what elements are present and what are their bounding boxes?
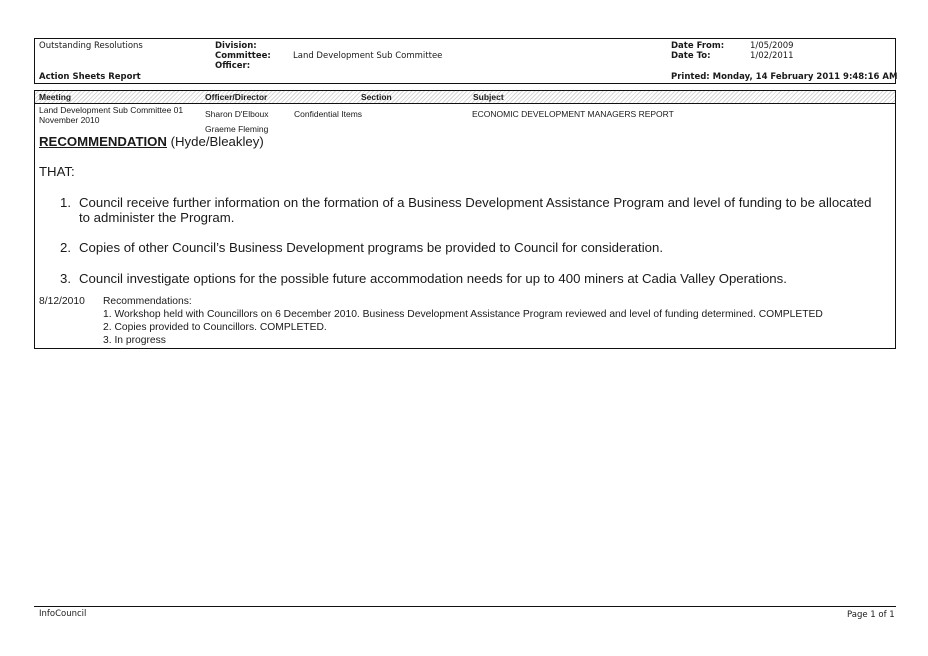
subject-cell: ECONOMIC DEVELOPMENT MANAGERS REPORT — [472, 109, 674, 119]
rec-item-1-line1: Council receive further information on the formation of a Business Development Assistance Program and level of funding to be allocated — [79, 195, 872, 210]
officer-label: Officer: — [215, 61, 251, 71]
date-to-label: Date To: — [671, 51, 711, 61]
footer-app-name: InfoCouncil — [39, 609, 87, 619]
rec-item-1-line2: to administer the Program. — [79, 210, 235, 225]
officer-cell-1: Sharon D'Elboux — [205, 109, 269, 119]
rec-item-2-line1: Copies of other Council’s Business Development programs be provided to Council for consideration. — [79, 240, 663, 255]
committee-value: Land Development Sub Committee — [293, 51, 443, 61]
printed-value: Monday, 14 February 2011 9:48:16 AM — [712, 72, 898, 82]
officer-cell-2: Graeme Fleming — [205, 124, 269, 134]
printed-label: Printed: — [671, 72, 710, 82]
date-to-value: 1/02/2011 — [750, 51, 794, 61]
recommendation-heading — [39, 134, 264, 149]
report-type: Action Sheets Report — [39, 72, 141, 82]
meeting-cell-line1: Land Development Sub Committee 01 — [39, 105, 184, 115]
action-heading: Recommendations: — [103, 296, 192, 307]
rec-item-3-number: 3. — [60, 271, 71, 286]
footer-page-number: Page 1 of 1 — [847, 610, 895, 620]
that-label: THAT: — [39, 164, 75, 179]
date-from-value: 1/05/2009 — [750, 41, 794, 51]
column-officer: Officer/Director — [205, 92, 268, 102]
section-cell: Confidential Items — [294, 109, 363, 119]
report-name: Outstanding Resolutions — [39, 41, 143, 51]
meeting-cell-line2: November 2010 — [39, 115, 100, 125]
date-from-label: Date From: — [671, 41, 725, 51]
action-line-1: 1. Workshop held with Councillors on 6 December 2010. Business Development Assistance Program reviewed and level of funding determined. COMPLETED — [103, 309, 823, 320]
column-subject: Subject — [473, 92, 504, 102]
recommendation-title: RECOMMENDATION — [39, 134, 167, 149]
division-label: Division: — [215, 41, 257, 51]
rec-item-1-number: 1. — [60, 195, 71, 210]
column-header-row — [35, 91, 895, 104]
action-line-3: 3. In progress — [103, 335, 166, 346]
recommendation-movers: (Hyde/Bleakley) — [170, 134, 264, 149]
rec-item-3-line1: Council investigate options for the possible future accommodation needs for up to 400 miners at Cadia Valley Operations. — [79, 271, 787, 286]
rec-item-2-number: 2. — [60, 240, 71, 255]
footer-divider — [34, 606, 896, 607]
column-section: Section — [361, 92, 392, 102]
printed-line — [671, 72, 897, 82]
action-date: 8/12/2010 — [39, 296, 85, 307]
column-meeting: Meeting — [39, 92, 72, 102]
committee-label: Committee: — [215, 51, 271, 61]
action-line-2: 2. Copies provided to Councillors. COMPLETED. — [103, 322, 327, 333]
